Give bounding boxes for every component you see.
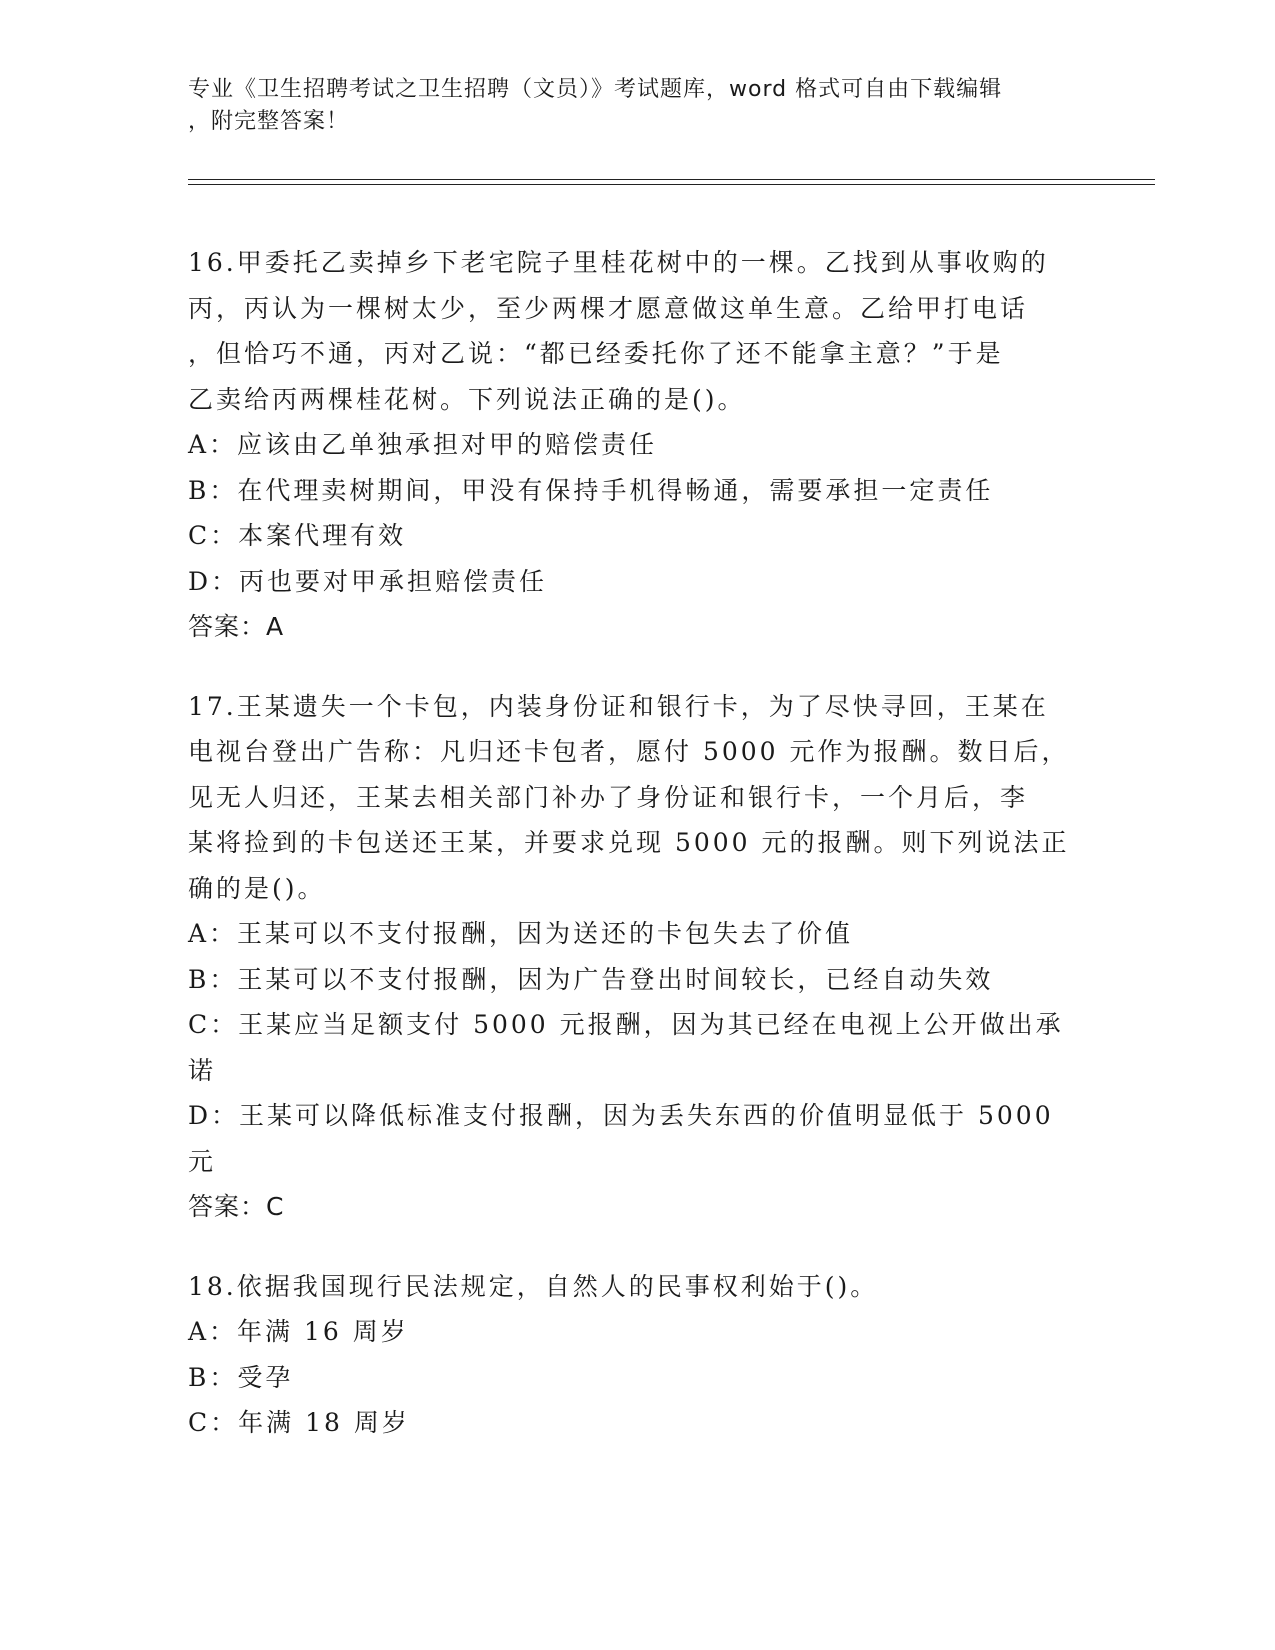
question-stem-line: 某将捡到的卡包送还王某，并要求兑现 5000 元的报酬。则下列说法正 xyxy=(188,828,1070,857)
answer-option-line: C：年满 18 周岁 xyxy=(188,1408,410,1437)
answer-option-line: B：王某可以不支付报酬，因为广告登出时间较长，已经自动失效 xyxy=(188,964,994,994)
question-list xyxy=(188,240,1088,1446)
answer-option-line: B：受孕 xyxy=(188,1362,294,1392)
header-line-2: ，附完整答案！ xyxy=(188,109,350,134)
answer-key: 答案：C xyxy=(188,1192,285,1221)
question-stem-line: 18.依据我国现行民法规定，自然人的民事权利始于()。 xyxy=(188,1271,879,1301)
question-block xyxy=(188,240,1088,650)
question-stem-line: 见无人归还，王某去相关部门补办了身份证和银行卡，一个月后，李 xyxy=(188,782,1029,812)
header-line-1: 专业《卫生招聘考试之卫生招聘（文员）》考试题库，word 格式可自由下载编辑 xyxy=(188,77,1003,102)
header-divider-bottom xyxy=(188,184,1155,185)
question-stem-line: 17.王某遗失一个卡包，内装身份证和银行卡，为了尽快寻回，王某在 xyxy=(188,691,1049,721)
answer-option-line: 元 xyxy=(188,1146,217,1176)
question-block xyxy=(188,684,1088,1230)
answer-option-line: C：王某应当足额支付 5000 元报酬，因为其已经在电视上公开做出承 xyxy=(188,1010,1064,1039)
answer-option-line: D：丙也要对甲承担赔偿责任 xyxy=(188,566,548,596)
answer-option-line: A：应该由乙单独承担对甲的赔偿责任 xyxy=(188,430,658,459)
answer-option-line: A：王某可以不支付报酬，因为送还的卡包失去了价值 xyxy=(188,919,854,948)
header-divider-top xyxy=(188,179,1155,180)
question-stem-line: ，但恰巧不通，丙对乙说：“都已经委托你了还不能拿主意？”于是 xyxy=(188,339,1004,368)
answer-option-line: B：在代理卖树期间，甲没有保持手机得畅通，需要承担一定责任 xyxy=(188,475,994,505)
question-stem-line: 16.甲委托乙卖掉乡下老宅院子里桂花树中的一棵。乙找到从事收购的 xyxy=(188,248,1049,277)
question-stem-line: 丙，丙认为一棵树太少，至少两棵才愿意做这单生意。乙给甲打电话 xyxy=(188,293,1029,323)
answer-option-line: A：年满 16 周岁 xyxy=(188,1317,409,1346)
answer-option-line: D：王某可以降低标准支付报酬，因为丢失东西的价值明显低于 5000 xyxy=(188,1101,1054,1130)
answer-option-line: 诺 xyxy=(188,1055,217,1085)
answer-option-line: C：本案代理有效 xyxy=(188,521,407,550)
question-stem-line: 电视台登出广告称：凡归还卡包者，愿付 5000 元作为报酬。数日后， xyxy=(188,737,1070,766)
question-stem-line: 乙卖给丙两棵桂花树。下列说法正确的是()。 xyxy=(188,384,746,414)
page-header xyxy=(188,74,1078,138)
question-stem-line: 确的是()。 xyxy=(188,873,326,903)
question-block xyxy=(188,1264,1088,1446)
answer-key: 答案：A xyxy=(188,612,285,641)
